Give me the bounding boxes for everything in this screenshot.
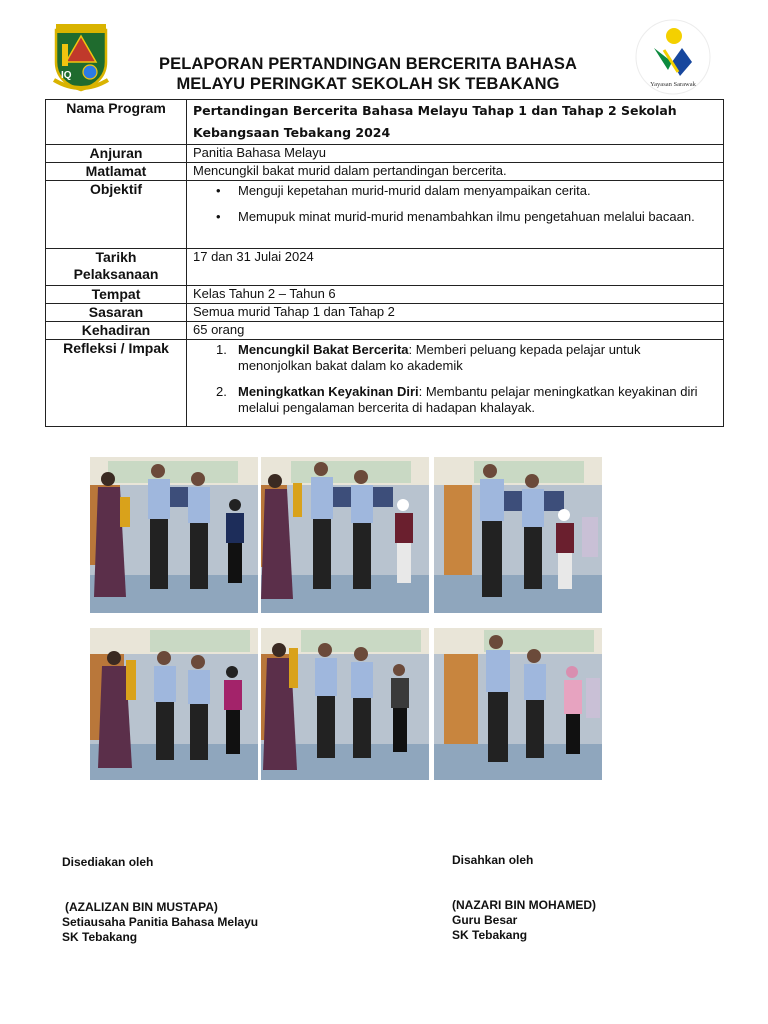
event-photo-grid — [90, 457, 602, 780]
label-sasaran: Sasaran — [46, 304, 187, 322]
foundation-logo — [634, 18, 712, 96]
refleksi-item-title: Meningkatkan Keyakinan Diri — [238, 384, 419, 399]
refleksi-list — [193, 342, 717, 416]
value-anjuran: Panitia Bahasa Melayu — [187, 145, 724, 163]
svg-text:IQ: IQ — [61, 70, 72, 81]
signature-heading: Disahkan oleh — [452, 853, 534, 867]
value-kehadiran: 65 orang — [187, 322, 724, 340]
signature-position: Guru Besar — [452, 913, 518, 927]
refleksi-item-number: 1. — [216, 342, 227, 357]
label-tarikh-line-1: Tarikh — [95, 249, 137, 265]
signature-prepared-by-details — [62, 900, 258, 945]
row-sasaran — [46, 304, 724, 322]
label-refleksi: Refleksi / Impak — [46, 340, 187, 427]
row-kehadiran — [46, 322, 724, 340]
row-objektif — [46, 181, 724, 249]
label-nama-program: Nama Program — [46, 100, 187, 145]
report-title — [120, 54, 616, 94]
label-tarikh — [46, 249, 187, 286]
label-tempat: Tempat — [46, 286, 187, 304]
value-matlamat: Mencungkil bakat murid dalam pertandingan bercerita. — [187, 163, 724, 181]
signature-prepared-by — [62, 855, 153, 870]
event-photo — [90, 457, 258, 613]
objektif-item: • Memupuk minat murid-murid menambahkan ilmu pengetahuan melalui bacaan. — [238, 209, 717, 225]
signature-approved-by — [452, 853, 533, 868]
event-photo — [90, 628, 258, 780]
value-sasaran: Semua murid Tahap 1 dan Tahap 2 — [187, 304, 724, 322]
refleksi-item-text: : Memberi peluang kepada pelajar untuk menonjolkan bakat dalam ko akademik — [238, 342, 641, 373]
svg-text:Yayasan Sarawak: Yayasan Sarawak — [650, 81, 696, 88]
row-anjuran — [46, 145, 724, 163]
refleksi-item-number: 2. — [216, 384, 227, 399]
value-nama-program: Pertandingan Bercerita Bahasa Melayu Tahap 1 dan Tahap 2 Sekolah Kebangsaan Tebakang 2024 — [187, 100, 724, 145]
refleksi-item-title: Mencungkil Bakat Bercerita — [238, 342, 409, 357]
value-objektif — [187, 181, 724, 249]
label-kehadiran: Kehadiran — [46, 322, 187, 340]
school-crest-logo — [50, 22, 112, 92]
refleksi-item — [216, 384, 717, 416]
event-photo — [261, 628, 429, 780]
row-nama-program — [46, 100, 724, 145]
signature-school: SK Tebakang — [452, 928, 528, 942]
label-tarikh-line-2: Pelaksanaan — [73, 266, 159, 282]
event-photo — [434, 457, 602, 613]
event-photo — [261, 457, 429, 613]
report-title-line-1: PELAPORAN PERTANDINGAN BERCERITA BAHASA — [159, 55, 577, 73]
event-photo — [434, 628, 602, 780]
row-refleksi — [46, 340, 724, 427]
signature-name: (NAZARI BIN MOHAMED) — [452, 898, 596, 912]
row-tarikh — [46, 249, 724, 286]
signature-heading: Disediakan oleh — [62, 855, 154, 869]
value-tarikh: 17 dan 31 Julai 2024 — [187, 249, 724, 286]
row-matlamat — [46, 163, 724, 181]
label-anjuran: Anjuran — [46, 145, 187, 163]
value-tempat: Kelas Tahun 2 – Tahun 6 — [187, 286, 724, 304]
report-details-table — [45, 99, 724, 427]
row-tempat — [46, 286, 724, 304]
signature-school: SK Tebakang — [62, 930, 138, 944]
refleksi-item-text: : Membantu pelajar meningkatkan keyakinan diri melalui pengalaman bercerita di hadapan khalayak. — [238, 384, 698, 415]
label-matlamat: Matlamat — [46, 163, 187, 181]
objektif-list — [193, 183, 717, 225]
value-refleksi — [187, 340, 724, 427]
signature-approved-by-details — [452, 898, 596, 943]
signature-name: (AZALIZAN BIN MUSTAPA) — [65, 900, 218, 914]
objektif-item: • Menguji kepetahan murid-murid dalam menyampaikan cerita. — [238, 183, 717, 199]
signature-position: Setiausaha Panitia Bahasa Melayu — [62, 915, 259, 929]
refleksi-item — [216, 342, 717, 374]
label-objektif: Objektif — [46, 181, 187, 249]
report-title-line-2: MELAYU PERINGKAT SEKOLAH SK TEBAKANG — [176, 75, 560, 93]
